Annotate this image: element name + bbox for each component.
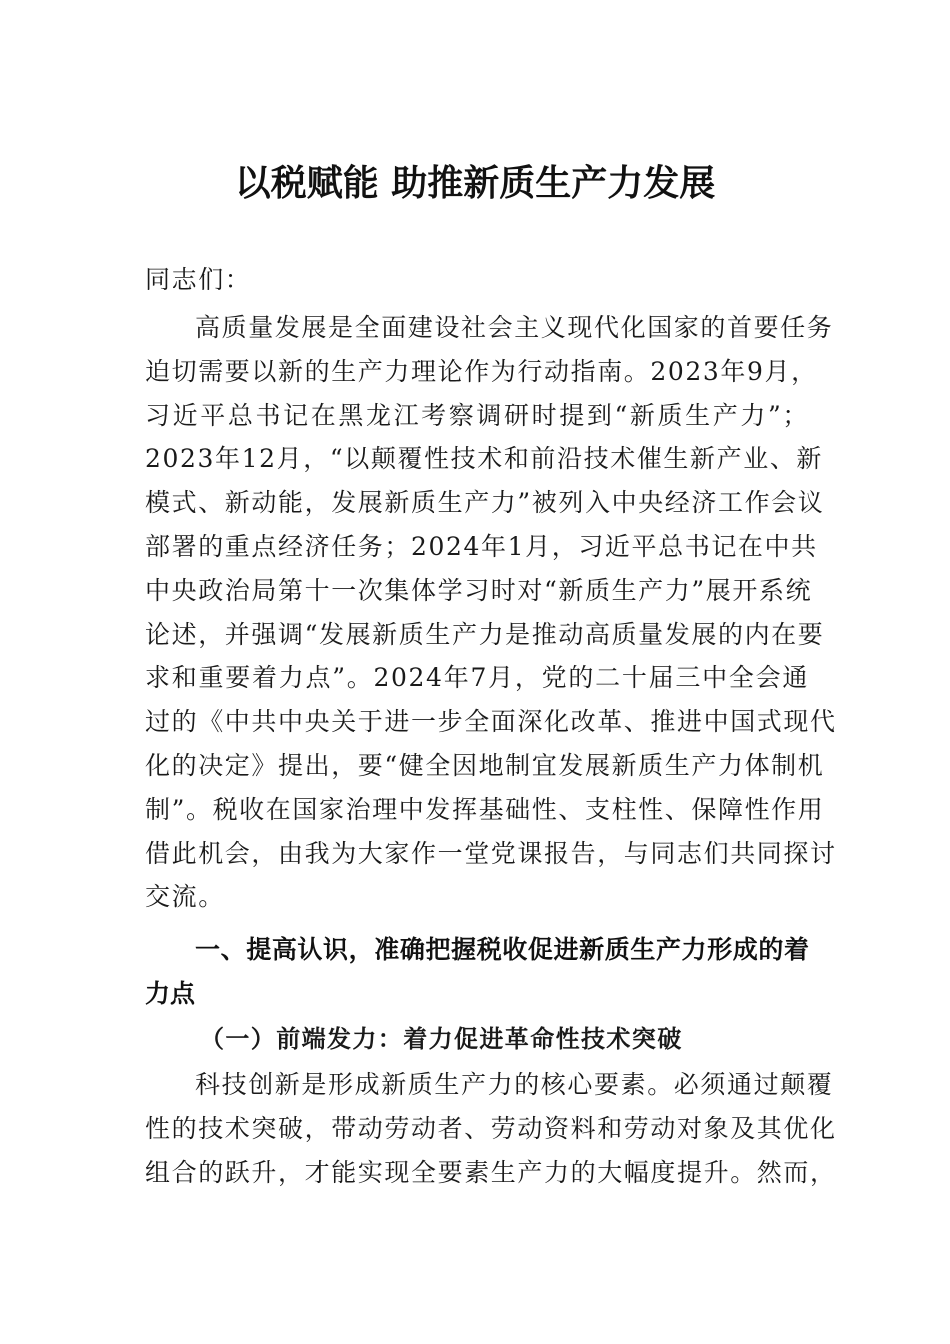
paragraph-line: 求和重要着力点”。2024年7月，党的二十届三中全会通 [145,663,809,693]
paragraph-line: 迫切需要以新的生产力理论作为行动指南。2023年9月， [145,356,818,386]
paragraph-line: 交流。 [145,882,225,912]
paragraph-line: 性的技术突破，带动劳动者、劳动资料和劳动对象及其优化 [145,1113,837,1143]
paragraph-tech-innovation [145,1063,837,1194]
salutation-text: 同志们： [145,265,252,294]
paragraph-line: 过的《中共中央关于进一步全面深化改革、推进中国式现代 [145,707,837,737]
paragraph-line: 部署的重点经济任务；2024年1月，习近平总书记在中共 [145,531,818,561]
paragraph-line: 高质量发展是全面建设社会主义现代化国家的首要任务 [195,313,834,342]
salutation [145,258,809,302]
paragraph-line: 组合的跃升，才能实现全要素生产力的大幅度提升。然而， [145,1157,837,1187]
paragraph-line: 习近平总书记在黑龙江考察调研时提到“新质生产力”； [145,400,809,430]
paragraph-line: 制”。税收在国家治理中发挥基础性、支柱性、保障性作用 [145,794,825,824]
paragraph-line: 2023年12月，“以颠覆性技术和前沿技术催生新产业、新 [145,444,824,474]
paragraph-line: 论述，并强调“发展新质生产力是推动高质量发展的内在要 [145,619,825,649]
paragraph-intro [145,306,837,919]
paragraph-line: 科技创新是形成新质生产力的核心要素。必须通过颠覆 [195,1070,834,1099]
subsection-heading-1: （一）前端发力：着力促进革命性技术突破 [200,1024,683,1053]
paragraph-line: 化的决定》提出，要“健全因地制宜发展新质生产力体制机 [145,750,825,780]
section-heading-line: 一、提高认识，准确把握税收促进新质生产力形成的着 [195,935,809,964]
paragraph-line: 中央政治局第十一次集体学习时对“新质生产力”展开系统 [145,575,813,605]
paragraph-line: 借此机会，由我为大家作一堂党课报告，与同志们共同探讨 [145,838,837,868]
paragraph-line: 模式、新动能，发展新质生产力”被列入中央经济工作会议 [145,488,825,518]
section-heading-line: 力点 [145,979,196,1008]
section-heading-1 [145,928,809,1016]
document-title: 以税赋能 助推新质生产力发展 [234,162,716,204]
